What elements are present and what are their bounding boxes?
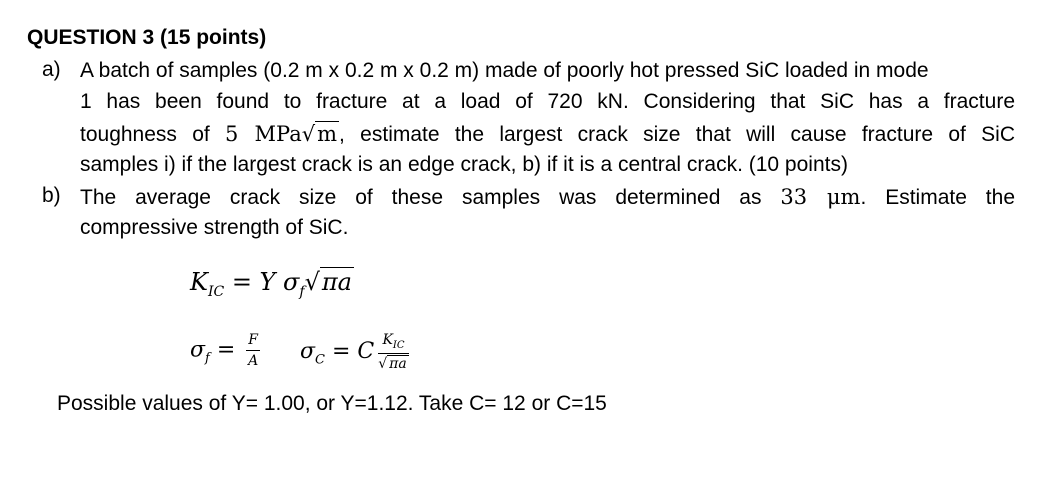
part-a-line-3 — [80, 122, 1015, 147]
fracture-toughness-value: 5 MPa — [225, 122, 302, 146]
part-b-line-2: compressive strength of SiC. — [80, 216, 349, 239]
equation-kic: $K_{IC} = Y$ $\sigma_f√\pi a$ — [190, 268, 352, 300]
crack-size-value: 33 μm — [780, 185, 861, 209]
equation-sigma-f: $\sigma_f$ = $\frac{F}{A}$ — [190, 332, 259, 369]
footer-note: Possible values of Y= 1.00, or Y=1.12. Take C= 12 or C=15 — [57, 392, 607, 415]
part-b-line-1 — [80, 185, 1015, 210]
equation-sigma-c: $\sigma_C = C$ $\frac{K_{IC}}{√ \pi a}$ — [300, 332, 407, 372]
part-a-line-2: 1 has been found to fracture at a load of 720 kN. Considering that SiC has a fracture — [80, 90, 1015, 113]
part-a-line-1: A batch of samples (0.2 m x 0.2 m x 0.2 m) made of poorly hot pressed SiC loaded in mode — [80, 59, 929, 82]
part-b-line-1-post: . Estimate the — [860, 186, 1015, 209]
part-b-label: b) — [42, 184, 61, 207]
question-title: QUESTION 3 (15 points) — [27, 26, 267, 49]
sqrt-symbol: √m — [301, 122, 338, 146]
sqrt-radicand: m — [317, 122, 338, 146]
part-a-line-4: samples i) if the largest crack is an edge crack, b) if it is a central crack. (10 points) — [80, 153, 848, 176]
part-a-line-3-post: , estimate the largest crack size that will cause fracture of SiC — [339, 123, 1015, 146]
part-a-label: a) — [42, 58, 61, 81]
part-b-line-1-pre: The average crack size of these samples was determined as — [80, 186, 762, 209]
part-a-line-3-pre: toughness of — [80, 123, 210, 146]
